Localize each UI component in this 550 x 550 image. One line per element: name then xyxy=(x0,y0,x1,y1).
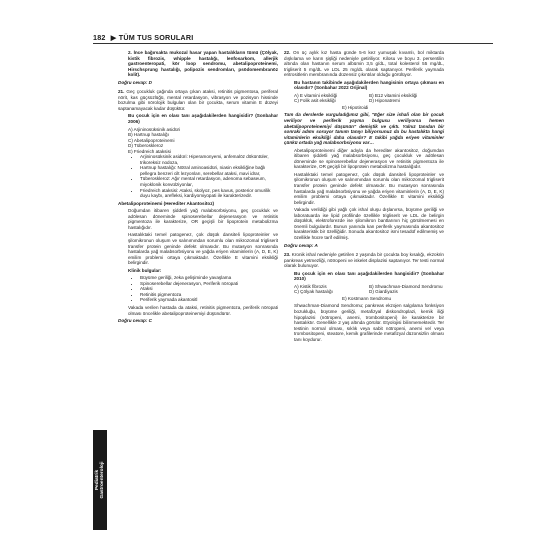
q2-answer: Doğru cevap: D xyxy=(118,79,152,85)
paragraph: Vakada verilen hastada da ataksi, retinitis pigmentoza, periferik nöropati olması öncelikle abetalipoproteinemiyi düşündürür. xyxy=(128,304,278,316)
option-item: B) B12 vitamini eksikliği xyxy=(369,92,418,98)
q22-text: On üç aylık kız hasta günde 5-6 kez yumuşak kıvamlı, bol miktarda dışkılama ve karın şişliği nedeniyle getiriliyor. Kilosu ve boyu 3. persentilin altında olan hastanın serum albümin 3,5 g/dL, total kolesterol 55 mg/dL, trigliserit 5 mg/dL ve LDL 25 mg/dL olarak saptanıyor. Periferik yaymada eritrositlerin membranında düzensiz çıkıntılar olduğu görülüyor. xyxy=(284,50,444,78)
section-heading: Abetalipoproteinemi (Herediter Akantositoz) xyxy=(118,200,215,206)
paragraph: Abetalipoproteinemi diğer adıyla da herediter akantositoz, doğumdan itibaren şiddetli yağ malabsorbsiyonu, geç çocukluk ve adölesan döneminde se spinoserebellar dejenerasyon ve retinitis pigmentoza ile karakterize, OR geçişli bir lipoprotein metabolizma hastalığıdır. xyxy=(294,147,444,170)
list-item: • Büyüme geriliği, zeka gelişiminde yavaşlama xyxy=(140,275,278,281)
q22-number: 22. xyxy=(284,50,291,55)
option-item: D) Tüberoskleroz xyxy=(128,143,164,149)
q23-options xyxy=(284,284,444,295)
q21-answer: Doğru cevap: C xyxy=(118,318,152,324)
list-item: • Friedreich ataksisi: Ataksi, skolyoz, pes kavus, posterior omurilik duyu kaybı, arefleksi, kardiyomiyopati ile karakterizedir. xyxy=(140,188,278,199)
q21-text: Geç çocukluk çağında ortaya çıkan ataksi, retinitis pigmentosa, periferal nörit, kas güçsüzlüğü, mental retardasyon, vibrasyon ve pozisyon hissinde bozulma gibi nörolojik bulguları olan bir çocukta, serum vitamin E düzeyi saptanamayacak kadar düşüktür. xyxy=(118,89,278,111)
option-item: E) Kostmann Sendromu xyxy=(342,295,392,301)
paragraph: Hastalıktaki temel patogenez, çok düşük dansiteli lipoproteinler ve şilomikronun oluşum ve salınımından sorumlu olan mikrozomal trigliserit transfer protein geninde defekt olmasıdır. Bu mutasyon sonrasında hastalarda yağ malabsorbsiyonu ve yağda eriyen vitaminlerin (A, D, E, K) emilim problemi ortaya çıkmaktadır. Özellikle E vitamini eksikliği belirgindir. xyxy=(294,171,444,205)
page-number: 182 xyxy=(93,33,106,42)
q21-stem xyxy=(118,89,278,111)
header-title: TÜM TUS SORULARI xyxy=(118,33,194,42)
q23-stem xyxy=(284,252,444,269)
side-tab-line1: Pediatrik xyxy=(95,469,100,491)
paragraph: Hastalıktaki temel patogenez, çok düşük dansiteli lipoproteinler ve şilomikronun oluşum ve salınımından sorumlu olan mikrozomal trigliserit transfer protein geninde defekt olmasıdır. Bu mutasyon sonrasında hastalarda yağ malabsorbsiyonu ve yağda eriyen vitaminlerin (A, D, E, K) emilim problemi ortaya çıkmaktadır. Özellikle E vitamini eksikliği belirgindir. xyxy=(128,232,278,266)
left-column xyxy=(118,50,278,328)
option-item: A) Arjininosüksinik asidüri xyxy=(128,126,181,132)
q22-question: Bu hastanın takibinde aşağıdakilerden hangisinin ortaya çıkması en olasıdır? (Sonbahar 2022 Orijinal) xyxy=(294,79,444,91)
q21-explanation-list xyxy=(118,154,278,198)
list-item: • Periferik yaymada akantositl xyxy=(140,297,278,303)
header-divider xyxy=(93,43,493,44)
list-item: • Hartnup hastalığı: Nötral aminoasidüri, niasin eksikliğine bağlı pellegra benzeri cilt lezyonları, serebellar ataksi, mavi idrar, xyxy=(140,165,278,176)
q23-text: Kronik ishal nedeniyle getirilen 2 yaşında bir çocukta boy kısalığı, ekzokrin pankreas yetmezliği, nötropeni ve iskelet displazisi saptanıyor. Ter testi normal olarak bulunuyor. xyxy=(284,252,444,269)
right-column xyxy=(284,50,444,344)
list-item: • Ataksi xyxy=(140,286,278,292)
page-header xyxy=(93,33,493,42)
option-item: A) E vitamini eksikliği xyxy=(294,92,338,98)
q23-number: 23. xyxy=(284,252,291,258)
paragraph: Shwachman-Diamond Sendromu; pankreas ekzojen salgılama fonksiyon bozukluğu, büyüme geriliği, metafizyal diskondroplazi, kemik iliği hipoplazisi (nötropeni, anemi, trombositopeni) ile karakterize bir hastalıktır. Genellikle 2 yaş altında görülür. Etyolojisi bilinmemektedir. Ter testinin normal olması, sıklık veya sabit nötropeni, anemi ve/ veya trombositopeni, steatore, kemik grafilerinde metafizyal düzonsizlin olması tanı koydurur. xyxy=(294,303,444,342)
option-item: D) Hiponatremi xyxy=(369,98,400,104)
paragraph: Vakada verildiği gibi yağlı çok ishal oluşu dışlanırsa, büyüme geriliği ve laboratuarda ise lipid profilinde özellikle trigliserit ve LDL de belirgin düşüklük, elektroforezde ise şilomikron bantlarının hiç görülmemesi en önemli bulgulardır. Bunun yanında kan periferik yaymasında akantositoz karakteristik bir özelliğidir. Sonuda akantositoz ismi tesadüf edilmemiş ve özellikle hücre tarif edilmiş. xyxy=(294,207,444,240)
side-tab-line2: Gastroenteroloji xyxy=(100,461,105,499)
option-item: E) Friedreich ataksisi xyxy=(128,148,171,154)
option-item: B) Shwachman-Diamond Sendromu xyxy=(369,283,443,289)
clinical-findings-list xyxy=(118,275,278,303)
q22-answer: Doğru cevap: A xyxy=(284,242,318,248)
list-item: • Tüberoskleroz: Ağır mental retardasyon, adenoma sebaseum, miyoklonik konvülziyonlar, xyxy=(140,176,278,187)
q2-list-item: 2. İnce bağırsakta mukozal hasar yapan hastalıkların tümü (Çölyak, kistik fibrozis, whipple hastalığı, lenfosarkom, allerjik gastroenteropati, kör loop sendromu, abetalipoproteinemi, Hirschsprung hastalığı, polipozis sendromları, psödomembranöz kolit). xyxy=(128,50,278,78)
side-tab-label xyxy=(95,461,105,498)
q21-number: 21. xyxy=(118,89,125,95)
paragraph: Doğumdan itibaren şiddetli yağ malabsorbsiyonu, geç çocukluk ve adölesan döneminde spinoserebellar dejenerasyon ve retinitis pigmentoza ile karakterize, OR geçişli bir lipoprotein metabolizma hastalığıdır. xyxy=(128,208,278,230)
option-item: C) Çölyak hastalığı xyxy=(294,289,333,295)
q22-options xyxy=(284,93,444,104)
subheading: Klinik bulgular: xyxy=(128,267,162,273)
list-item: • Retinitis pigmentoza xyxy=(140,292,278,298)
option-item: C) Folik asit eksikliği xyxy=(294,98,336,104)
option-item: C) Abetalipoproteinemi xyxy=(128,137,175,143)
option-item: E) Hipotiroidi xyxy=(342,104,369,110)
chapter-side-tab xyxy=(93,430,107,530)
option-item: D) Giardiyazis xyxy=(369,289,398,295)
q21-question: Bu çocuk için en olası tanı aşağıdakilerden hangisidir? (Sonbahar 2006) xyxy=(128,113,278,125)
q22-stem xyxy=(284,50,444,78)
arrow-icon: ▶ xyxy=(110,33,117,42)
list-item: • Spinoserebellar dejenerasyon, Periferik nöropati xyxy=(140,281,278,287)
list-item: • Arjininosüksinik asidüri: Hiperamonyemi, anfemalöz döküntüler, trikoreksiz nodoza, xyxy=(140,154,278,165)
option-item: A) Kistik fibrozis xyxy=(294,283,327,289)
option-item: B) Hartnup hastalığı xyxy=(128,132,169,138)
q21-options xyxy=(118,127,278,155)
q23-question: Bu çocuk için en olası tanı aşağıdakilerden hangisidir? (Sonbahar 2010) xyxy=(294,270,444,282)
author-note: Tam da derslerde vurguladığımız gibi, "Eğer size ishali olan bir çocuk veriliyor ve periferik yayma bulgusu veriliyorsa hemen abetalipoproteinemiyi düşünün" demiştik ve çıktı. Yalnız tanıdan bir sonraki adımı soruyor tanıım tanıyı biliyorsunuz da bu hastalıkta hangi vitaminlerin eksikliği daha olasıdır? E takibi yağda eriyen vitaminler çünkü ortada yağ malabsorbsiyonu var… xyxy=(284,112,444,146)
